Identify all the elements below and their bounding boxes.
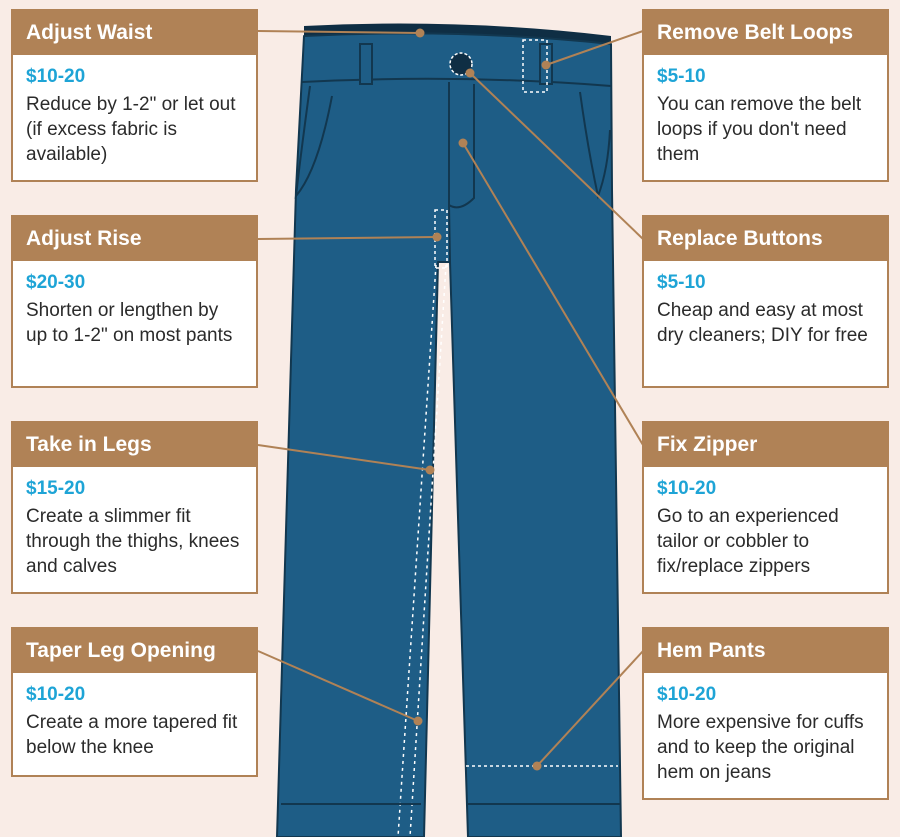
card-title: Hem Pants [644,629,887,673]
card-taper-leg-opening [11,627,258,777]
card-price: $5-10 [657,66,706,87]
card-adjust-waist [11,9,258,182]
card-description: Cheap and easy at most dry cleaners; DIY for free [657,300,868,346]
dot-belt-loops [542,61,551,70]
dot-take-in-legs [426,466,435,475]
card-description: Go to an experienced tailor or cobbler to fix/replace zippers [657,506,839,577]
card-price: $10-20 [26,684,86,705]
card-price: $10-20 [26,66,86,87]
card-remove-belt-loops [642,9,889,182]
card-title: Remove Belt Loops [644,11,887,55]
card-replace-buttons [642,215,889,388]
card-title: Adjust Waist [13,11,256,55]
belt-loop-left [360,44,372,84]
card-hem-pants [642,627,889,800]
card-description: Create a slimmer fit through the thighs, knees and calves [26,506,240,577]
dot-adjust-rise [433,233,442,242]
card-fix-zipper [642,421,889,594]
card-description: Shorten or lengthen by up to 1-2" on most pants [26,300,233,346]
card-adjust-rise [11,215,258,388]
dot-adjust-waist [416,29,425,38]
card-title: Adjust Rise [13,217,256,261]
card-description: Create a more tapered fit below the knee [26,712,238,758]
card-price: $5-10 [657,272,706,293]
card-title: Take in Legs [13,423,256,467]
dot-taper-leg [414,717,423,726]
card-price: $10-20 [657,478,717,499]
card-title: Taper Leg Opening [13,629,256,673]
card-take-in-legs [11,421,258,594]
card-title: Fix Zipper [644,423,887,467]
dot-fix-zipper [459,139,468,148]
dot-hem-pants [533,762,542,771]
card-description: Reduce by 1-2" or let out (if excess fabric is available) [26,94,236,165]
dot-replace-buttons [466,69,475,78]
card-title: Replace Buttons [644,217,887,261]
card-description: More expensive for cuffs and to keep the original hem on jeans [657,712,864,783]
card-price: $15-20 [26,478,86,499]
card-price: $20-30 [26,272,86,293]
card-price: $10-20 [657,684,717,705]
card-description: You can remove the belt loops if you don't need them [657,94,862,165]
